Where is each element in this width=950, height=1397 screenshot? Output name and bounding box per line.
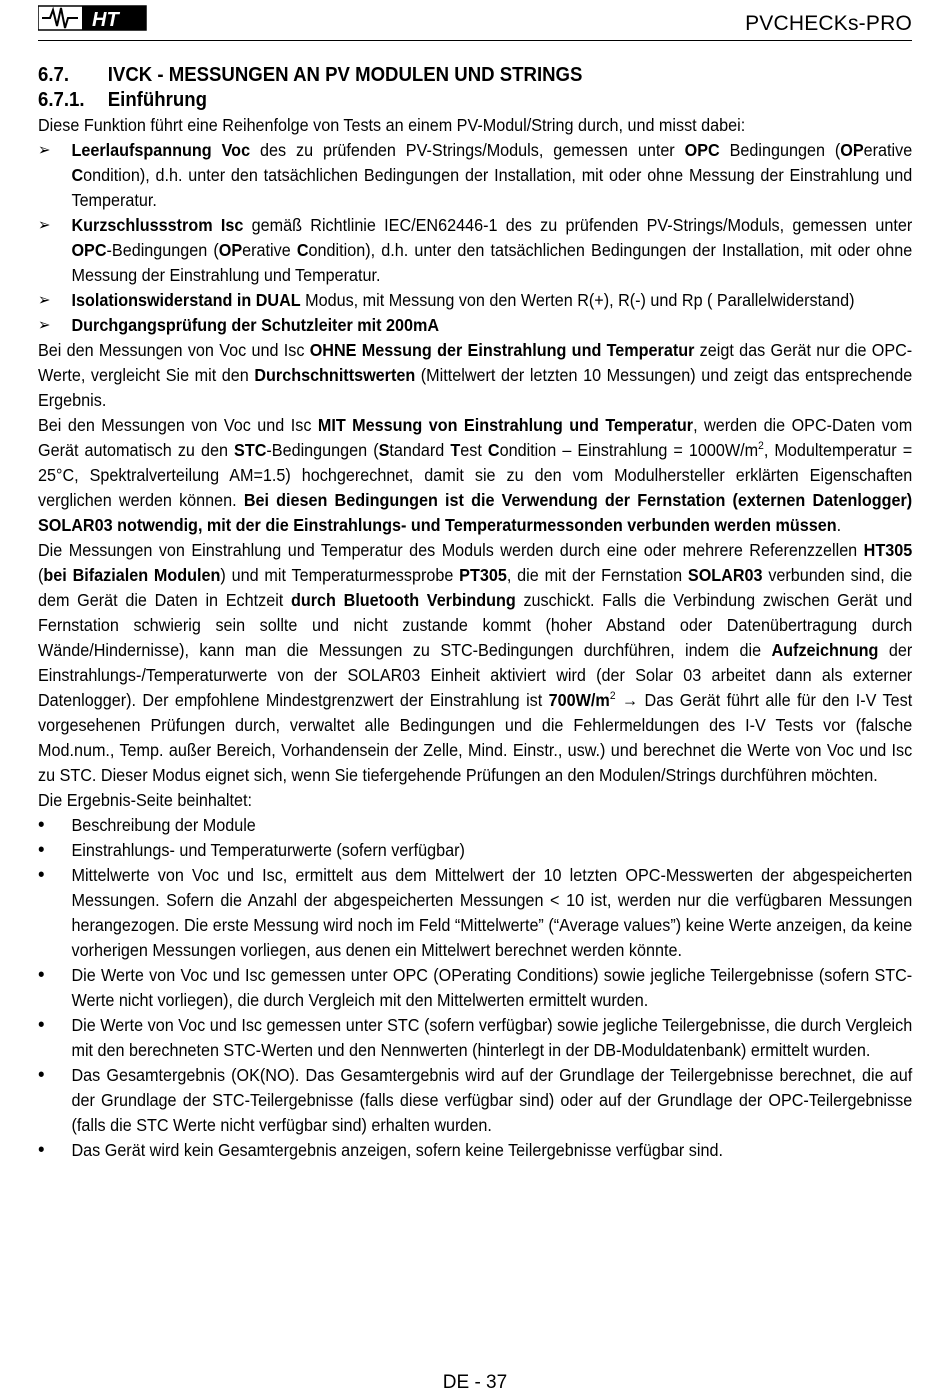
results-item: • Mittelwerte von Voc und Isc, ermittelt aus dem Mittelwert der 10 letzten OPC-Messwerten der abgespeicherten Messungen. Sofern die Anzahl der abgespeicherten Messungen < 10 ist, werden nur die verfügbaren Messungen herangezogen. Die erste Messung wird noch im Feld “Mittelwerte” (“Average values”) keine Werte anzeigen, da keine vorherigen Messungen vorliegen, aus denen ein Mittelwert berechnet werden könnte. bbox=[38, 864, 913, 960]
measurement-item: ➢ Kurzschlussstrom Isc gemäß Richtlinie IEC/EN62446-1 des zu prüfenden PV-Strings/Moduls, gemessen unter OPC-Bedingungen (OPerative Condition), d.h. unter den tatsächlichen Bedingungen der Installation, mit oder ohne Messung der Einstrahlung und Temperatur. bbox=[38, 215, 913, 285]
measurement-item: ➢ Durchgangsprüfung der Schutzleiter mit 200mA bbox=[38, 313, 912, 338]
bullet-dot-icon: • bbox=[38, 964, 45, 986]
logo-text: HT bbox=[92, 9, 119, 31]
results-item: • Einstrahlungs- und Temperaturwerte (sofern verfügbar) bbox=[38, 839, 465, 861]
paragraph-without-irradiance: Bei den Messungen von Voc und Isc OHNE Messung der Einstrahlung und Temperatur zeigt das Gerät nur die OPC-Werte, vergleicht Sie mit den Durchschnittswerten (Mittelwert der letzten 10 Messungen) und zeigt das entsprechende Ergebnis. bbox=[38, 340, 913, 410]
bullet-dot-icon: • bbox=[38, 1064, 45, 1086]
results-intro: Die Ergebnis-Seite beinhaltet: bbox=[38, 790, 252, 810]
results-list bbox=[38, 813, 912, 1163]
document-body bbox=[38, 63, 912, 1163]
ht-logo bbox=[38, 4, 148, 32]
paragraph-with-irradiance: Bei den Messungen von Voc und Isc MIT Messung von Einstrahlung und Temperatur, werden die OPC-Daten vom Gerät automatisch zu den STC-Bedingungen (Standard Test Condition – Einstrahlung = $1000W/m^2$, Modultemperatur = 25°C, Spektralverteilung AM=1.5) hochgerechnet, damit sie zu den vom Modulhersteller erklärten Eigenschaften verglichen werden können. Bei diesen Bedingungen ist die Verwendung der Fernstation (externen Datenlogger) SOLAR03 notwendig, mit der die Einstrahlungs- und Temperaturmessonden verbunden werden müssen. bbox=[38, 415, 913, 535]
header-rule bbox=[38, 40, 912, 41]
measurement-list bbox=[38, 138, 912, 338]
bullet-dot-icon: • bbox=[38, 839, 45, 861]
section-heading bbox=[38, 63, 912, 88]
intro-paragraph: Diese Funktion führt eine Reihenfolge von Tests an einem PV-Modul/String durch, und misst dabei: bbox=[38, 115, 746, 135]
results-item: • Das Gesamtergebnis (OK(NO). Das Gesamtergebnis wird auf der Grundlage der Teilergebnisse berechnet, die auf der Grundlage der STC-Teilergebnisse (falls diese verfügbar sind) oder auf der Grundlage der OPC-Teilergebnisse (falls die STC Werte nicht verfügbar sind) erhalten wurden. bbox=[38, 1064, 913, 1135]
results-item: • Die Werte von Voc und Isc gemessen unter OPC (OPerating Conditions) sowie jegliche Teilergebnisse (sofern STC-Werte nicht vorliegen), die durch Vergleich mit den Mittelwerten ermittelt wurden. bbox=[38, 964, 913, 1010]
section-title: IVCK - MESSUNGEN AN PV MODULEN UND STRINGS bbox=[107, 64, 583, 86]
results-item: • Die Werte von Voc und Isc gemessen unter STC (sofern verfügbar) sowie jegliche Teilergebnisse, die durch Vergleich mit den berechneten STC-Werten und den Nennwerten (hinterlegt in der DB-Moduldatenbank) ermittelt wurden. bbox=[38, 1014, 913, 1060]
bullet-dot-icon: • bbox=[38, 814, 45, 836]
measurement-item: ➢ Isolationswiderstand in DUAL Modus, mit Messung von den Werten R(+), R(-) und Rp ( Parallelwiderstand) bbox=[38, 288, 912, 313]
arrow-bullet-icon: ➢ bbox=[38, 292, 51, 309]
subsection-heading bbox=[38, 88, 912, 113]
page-number: DE - 37 bbox=[442, 1372, 508, 1393]
section-number: 6.7. bbox=[38, 64, 70, 86]
subsection-title: Einführung bbox=[107, 89, 207, 111]
subsection-number: 6.7.1. bbox=[38, 89, 85, 111]
paragraph-remote-station: Die Messungen von Einstrahlung und Temperatur des Moduls werden durch eine oder mehrere Referenzzellen HT305 (bei Bifazialen Modulen) und mit Temperaturmessprobe PT305, die mit der Fernstation SOLAR03 verbunden sind, die dem Gerät die Daten in Echtzeit durch Bluetooth Verbindung zuschickt. Falls die Verbindung zwischen Gerät und Fernstation schwierig sein sollte und nicht zustande kommt (hoher Abstand oder Datenübertragung durch Wände/Hindernisse), kann man die Messungen zu STC-Bedingungen durchführen, indem die Aufzeichnung der Einstrahlungs-/Temperaturwerte von der SOLAR03 Einheit aktiviert wird (der Solar 03 arbeitet dann als externer Datenlogger). Der empfohlene Mindestgrenzwert der Einstrahlung ist $700W/m^2$ → Das Gerät führt alle für den I-V Test vorgesehenen Prüfungen durch, verwaltet alle Bedingungen und die Fehlermeldungen des I-V Tests vor (falsche Mod.num., Temp. außer Bereich, Vorhandensein der Zelle, Mind. Einstr., usw.) und berechnet die Werte von Voc und Isc zu STC. Dieser Modus eignet sich, wenn Sie tiefergehende Prüfungen an den Modulen/Strings durchführen möchten. bbox=[38, 540, 913, 785]
arrow-right-icon: → bbox=[615, 690, 645, 710]
page-header bbox=[38, 0, 912, 42]
arrow-bullet-icon: ➢ bbox=[38, 217, 51, 234]
bullet-dot-icon: • bbox=[38, 1014, 45, 1036]
results-item: • Beschreibung der Module bbox=[38, 814, 256, 836]
results-item: • Das Gerät wird kein Gesamtergebnis anzeigen, sofern keine Teilergebnisse verfügbar sind. bbox=[38, 1139, 723, 1161]
product-name: PVCHECKs-PRO bbox=[745, 12, 912, 35]
arrow-bullet-icon: ➢ bbox=[38, 317, 51, 334]
bullet-dot-icon: • bbox=[38, 864, 45, 886]
arrow-bullet-icon: ➢ bbox=[38, 142, 51, 159]
measurement-item: ➢ Leerlaufspannung Voc des zu prüfenden PV-Strings/Moduls, gemessen unter OPC Bedingungen (OPerative Condition), d.h. unter den tatsächlichen Bedingungen der Installation, mit oder ohne Messung der Einstrahlung und Temperatur. bbox=[38, 140, 913, 210]
bullet-dot-icon: • bbox=[38, 1139, 45, 1161]
